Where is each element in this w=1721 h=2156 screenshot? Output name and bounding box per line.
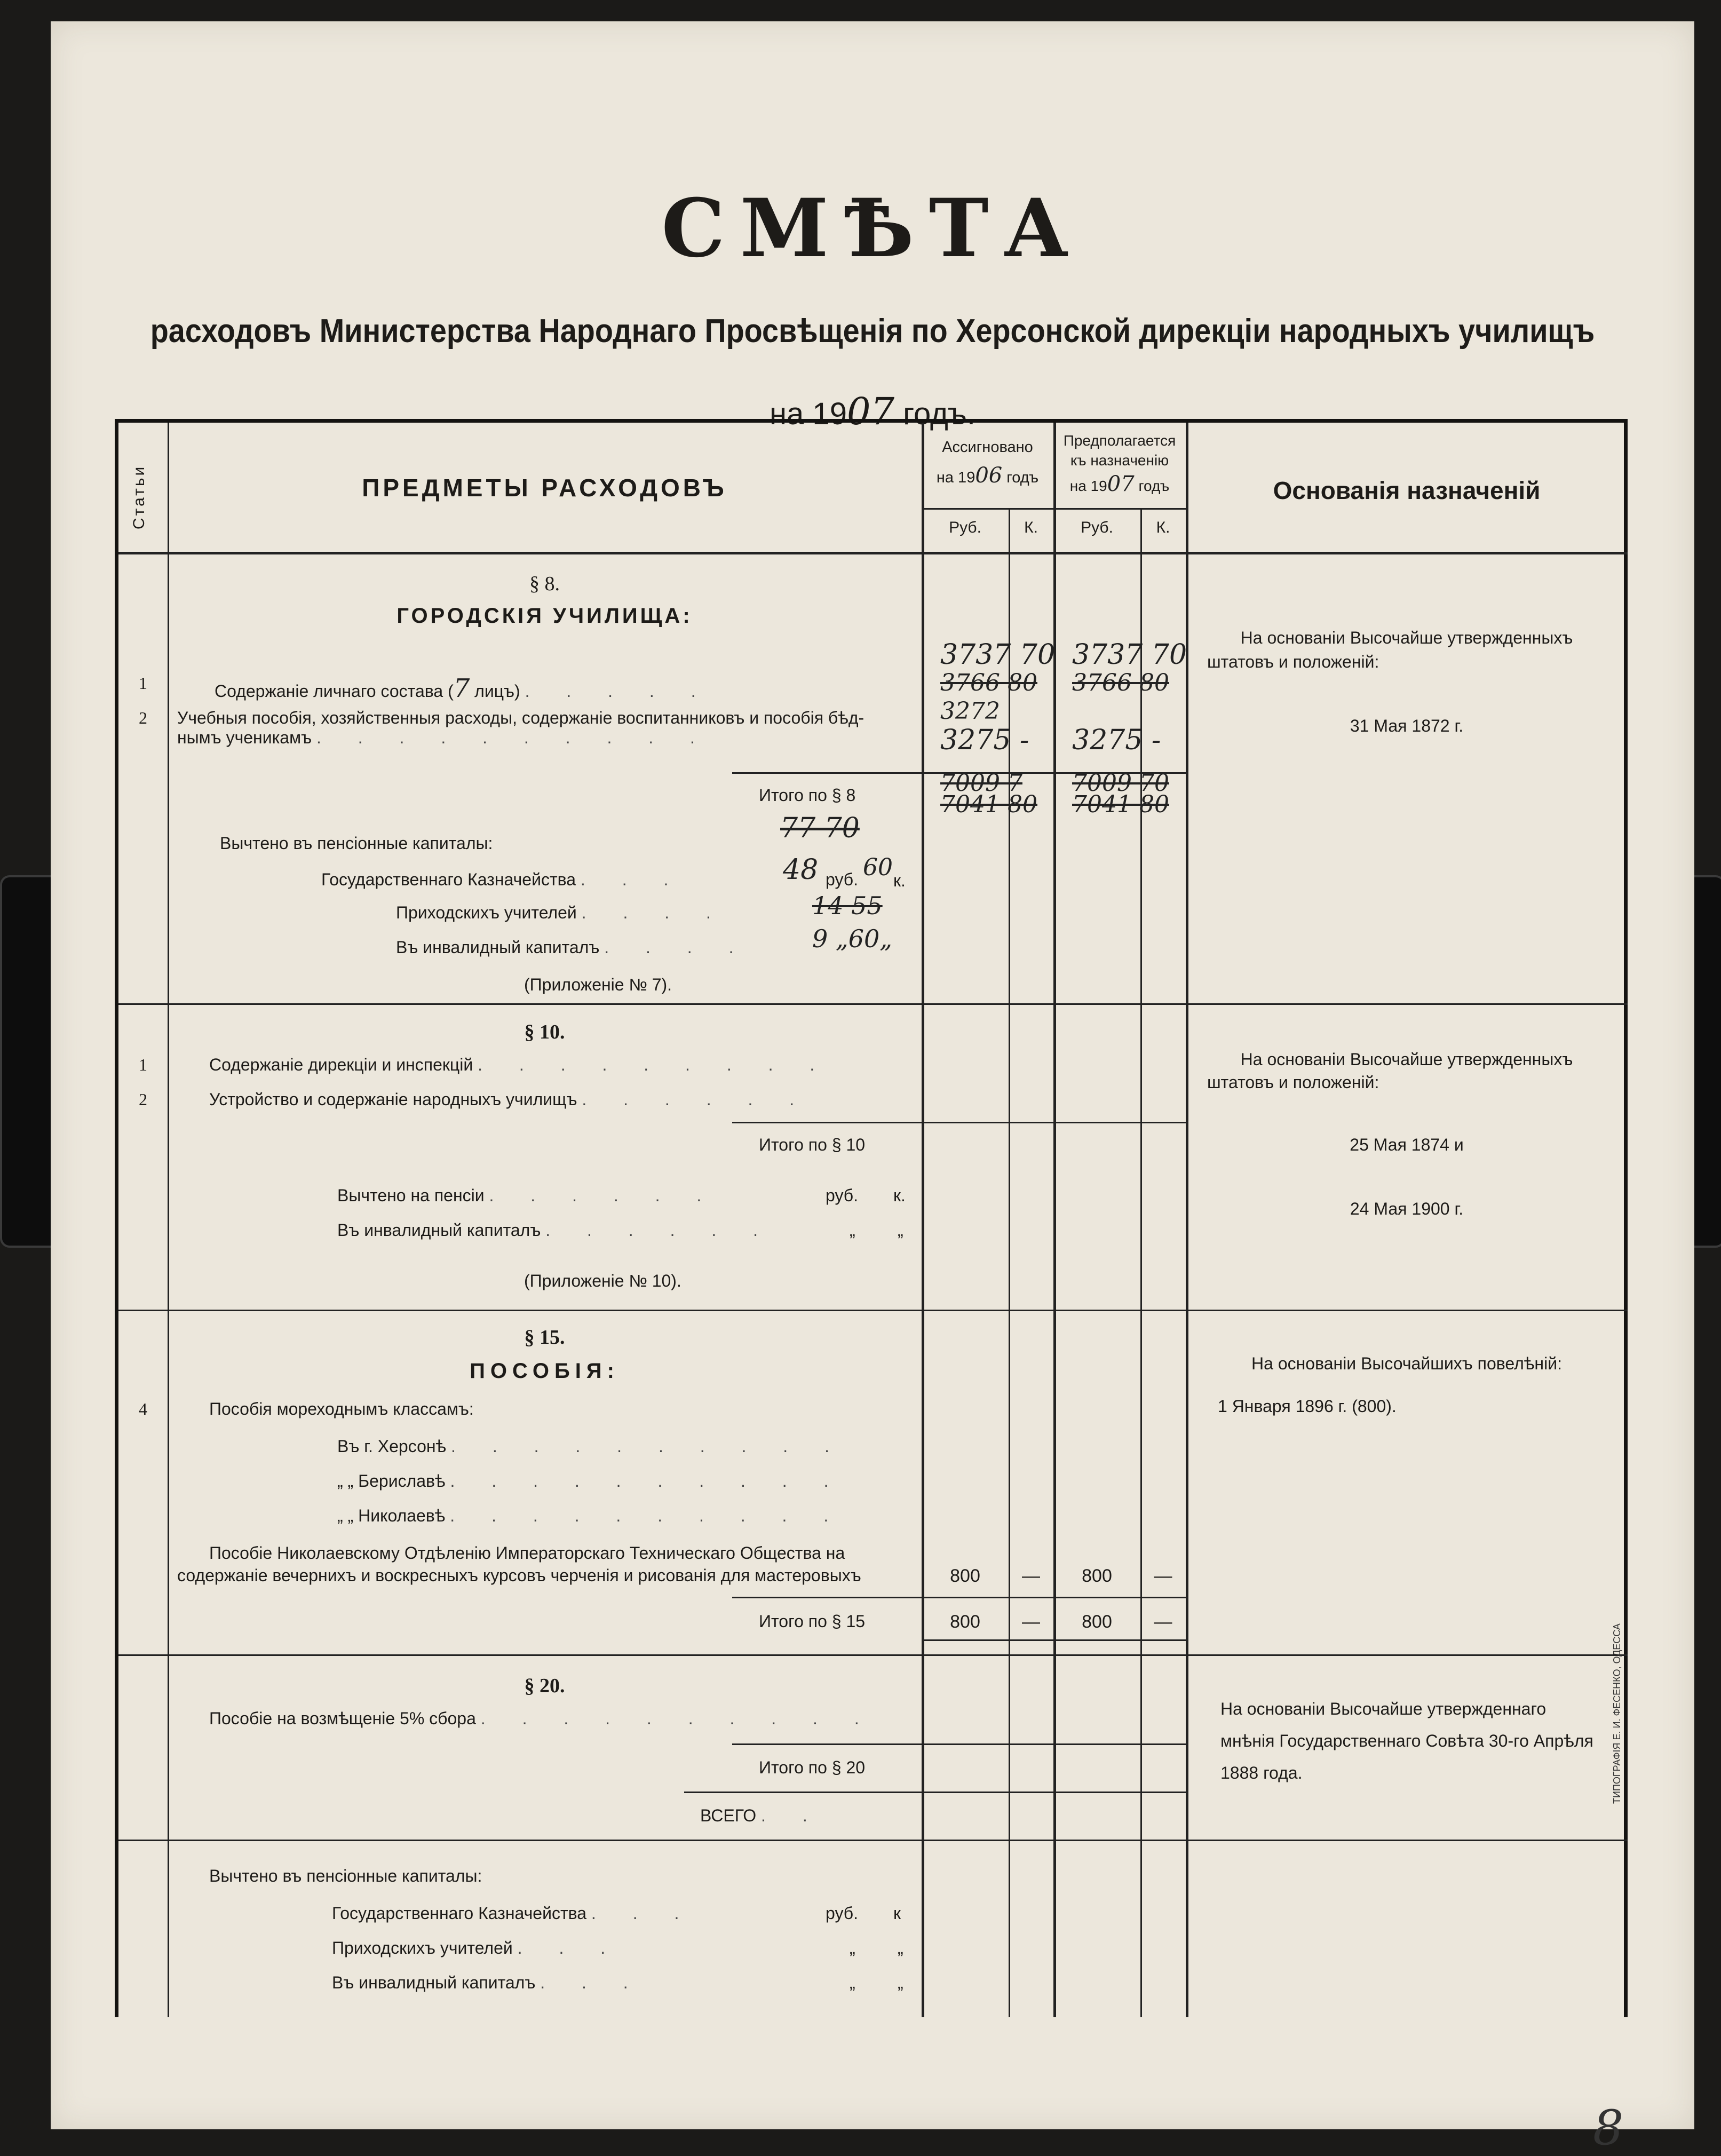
s8-row2-assigned-alt: 3272 <box>940 697 1000 725</box>
s20-basis-l1: На основаніи Высочайше утвержденнаго <box>1220 1699 1546 1718</box>
final-parish: Приходскихъ учителей . . . <box>332 1938 622 1957</box>
header-proposed-l2: къ назначенію <box>1070 452 1169 469</box>
header-subrule <box>922 508 1186 510</box>
s8-basis-l2: штатовъ и положеній: <box>1207 652 1379 671</box>
s15-basis-l2: 1 Января 1896 г. (800). <box>1218 1397 1397 1416</box>
s10-total-label: Итого по § 10 <box>759 1135 866 1154</box>
s15-grant-proposed-kop: — <box>1154 1566 1172 1586</box>
s10-pension: Вычтено на пенсіи . . . . . . <box>337 1186 718 1205</box>
s8-total-proposed-new: 7009 70 <box>1072 770 1169 797</box>
s8-deduct-hand: 77 70 <box>780 812 860 844</box>
s20-all-rule <box>684 1792 1186 1793</box>
s8-heading: ГОРОДСКІЯ УЧИЛИЩА: <box>396 604 693 628</box>
year-prefix: на 19 <box>770 397 847 431</box>
s8-row2-num: 2 <box>139 708 147 727</box>
s15-grant-l2: содержаніе вечернихъ и воскресныхъ курсовъ черченія и рисованія для мастеровыхъ <box>177 1566 861 1585</box>
s10-basis-date1: 25 Мая 1874 и <box>1350 1135 1464 1154</box>
s10-row1-text: Содержаніе дирекціи и инспекцій . . . . . . . . . <box>209 1055 831 1074</box>
printer-imprint: ТИПОГРАФІЯ Е. И. ФЕСЕНКО, ОДЕССА <box>1612 1623 1622 1804</box>
s20-text: Пособіе на возмѣщеніе 5% сбора . . . . . . . . . . <box>209 1709 875 1728</box>
s15-total-assigned-kop: — <box>1022 1612 1040 1632</box>
s15-grant-proposed-rub: 800 <box>1082 1566 1112 1586</box>
s15-basis-l1: На основаніи Высочайшихъ повелѣній: <box>1251 1354 1562 1373</box>
s8-total-label: Итого по § 8 <box>759 786 856 805</box>
header-rub06: Руб. <box>949 519 981 536</box>
s15-grant-assigned-kop: — <box>1022 1566 1040 1586</box>
document-page <box>51 21 1694 2156</box>
header-rub07: Руб. <box>1081 519 1113 536</box>
s15-total-proposed-rub: 800 <box>1082 1612 1112 1632</box>
s10-ditto-2: „ <box>898 1220 903 1240</box>
s15-row4-num: 4 <box>139 1399 147 1418</box>
year-suffix: годъ. <box>903 397 976 431</box>
s8-treasury-rub: 48 <box>783 854 819 886</box>
s15-kherson: Въ г. Херсонѣ . . . . . . . . . . <box>337 1437 845 1456</box>
s8-row1-assigned-old: 3766 80 <box>940 669 1037 696</box>
header-bottom-rule <box>118 552 1628 554</box>
header-basis: Основанія назначеній <box>1273 477 1541 504</box>
s15-para: § 15. <box>524 1326 565 1349</box>
document-title: СМѢТА <box>661 181 1084 275</box>
s10-basis-date2: 24 Мая 1900 г. <box>1350 1199 1464 1218</box>
s20-basis-l3: 1888 года. <box>1220 1763 1303 1782</box>
s15-grant-l1: Пособіе Николаевскому Отдѣленію Императорскаго Техническаго Общества на <box>209 1543 845 1563</box>
final-invalid-ditto-1: „ <box>850 1973 855 1992</box>
s10-row2-num: 2 <box>139 1090 147 1109</box>
s10-row2-text: Устройство и содержаніе народныхъ училищъ . . . . . . <box>209 1090 811 1109</box>
final-deduct-label: Вычтено въ пенсіонные капиталы: <box>209 1866 482 1885</box>
final-kop: к <box>893 1904 901 1923</box>
s8-row1-text: Содержаніе личнаго состава (7 лицъ) . . . . . <box>215 673 712 703</box>
final-treasury: Государственнаго Казначейства . . . <box>332 1904 695 1923</box>
s15-total-proposed-kop: — <box>1154 1612 1172 1632</box>
page-number: 8 <box>1593 2100 1624 2156</box>
s20-total-rule <box>732 1743 1186 1745</box>
final-invalid: Въ инвалидный капиталъ . . . <box>332 1973 644 1992</box>
s8-row2-assigned: 3275 - <box>940 724 1029 756</box>
s15-total-assigned-rub: 800 <box>950 1612 980 1632</box>
header-proposed-l1: Предполагается <box>1063 432 1176 449</box>
s10-total-rule <box>732 1122 1186 1123</box>
s8-basis-date: 31 Мая 1872 г. <box>1350 716 1464 735</box>
s8-row1-proposed-old: 3766 80 <box>1072 669 1169 696</box>
s8-row1-assigned-new: 3737 70 <box>940 639 1056 671</box>
s20-total-label: Итого по § 20 <box>759 1758 866 1777</box>
s15-berislav: „ „ Бериславѣ . . . . . . . . . . <box>337 1471 845 1491</box>
s8-invalid-val: 9 „60„ <box>812 924 893 953</box>
s8-row2-text-a: Учебныя пособія, хозяйственныя расходы, содержаніе воспитанниковъ и пособія бѣд- <box>177 708 865 727</box>
s20-bottom-rule <box>118 1840 1628 1841</box>
s8-row2-proposed: 3275 - <box>1072 724 1161 756</box>
s8-treasury-kop: 60 <box>863 854 893 881</box>
s10-ditto-1: „ <box>850 1220 855 1240</box>
s8-row1-proposed-new: 3737 70 <box>1072 639 1187 671</box>
s8-deduct-label: Вычтено въ пенсіонные капиталы: <box>220 834 493 853</box>
s8-total-assigned-old: 7041 80 <box>940 791 1037 818</box>
s8-basis-l1: На основаніи Высочайше утвержденныхъ <box>1240 628 1573 647</box>
s8-treasury-kop-label: к. <box>893 871 906 890</box>
s10-rub: руб. <box>826 1186 859 1205</box>
document-subtitle: расходовъ Министерства Народнаго Просвѣщенія по Херсонской дирекціи народныхъ училищъ <box>150 313 1595 350</box>
s8-para: § 8. <box>529 573 560 595</box>
s8-parish: Приходскихъ учителей . . . . <box>396 903 727 922</box>
col-rule-items <box>922 423 924 2017</box>
s8-total-proposed-old: 7041 80 <box>1072 791 1169 818</box>
s8-treasury: Государственнаго Казначейства . . . <box>321 870 685 889</box>
s10-appendix: (Приложеніе № 10). <box>524 1271 681 1290</box>
s15-total-rule <box>732 1597 1186 1598</box>
s20-all-label: ВСЕГО . . <box>700 1806 823 1825</box>
s10-invalid: Въ инвалидный капиталъ . . . . . . <box>337 1220 774 1240</box>
s15-heading: ПОСОБІЯ: <box>470 1359 620 1383</box>
s8-appendix: (Приложеніе № 7). <box>524 975 672 994</box>
header-assigned-l2: на 1906 годъ <box>936 463 1039 488</box>
final-parish-ditto-1: „ <box>850 1938 855 1957</box>
s10-para: § 10. <box>524 1021 565 1043</box>
s8-invalid: Въ инвалидный капиталъ . . . . <box>396 938 750 957</box>
s8-treasury-rub-label: руб. <box>826 870 859 889</box>
s10-basis-l1: На основаніи Высочайше утвержденныхъ <box>1240 1050 1573 1069</box>
col-rule-article <box>168 423 169 2017</box>
header-assigned-l1: Ассигновано <box>942 439 1033 456</box>
s10-basis-l2: штатовъ и положеній: <box>1207 1073 1379 1092</box>
s15-grant-assigned-rub: 800 <box>950 1566 980 1586</box>
year-handwritten: 07 <box>846 390 895 433</box>
header-proposed-l3: на 1907 годъ <box>1069 472 1170 496</box>
s20-para: § 20. <box>524 1675 565 1697</box>
s10-row1-num: 1 <box>139 1055 147 1074</box>
s8-row2-text-b: нымъ ученикамъ . . . . . . . . . . <box>177 728 711 747</box>
s15-total-bottom-rule <box>922 1639 1186 1641</box>
header-kop07: К. <box>1156 519 1170 536</box>
s15-bottom-rule <box>118 1654 1628 1656</box>
header-kop06: К. <box>1024 519 1038 536</box>
s8-bottom-rule <box>118 1003 1628 1005</box>
s8-parish-val: 14 55 <box>812 891 883 920</box>
header-article: Статьи <box>130 464 148 529</box>
s15-total-label: Итого по § 15 <box>759 1612 866 1631</box>
s8-total-assigned-new: 7009 7 <box>940 770 1022 797</box>
s10-bottom-rule <box>118 1310 1628 1311</box>
final-invalid-ditto-2: „ <box>898 1973 903 1992</box>
final-parish-ditto-2: „ <box>898 1938 903 1957</box>
header-items: ПРЕДМЕТЫ РАСХОДОВЪ <box>362 474 727 502</box>
budget-table <box>115 419 1628 2017</box>
s8-row1-num: 1 <box>139 673 147 693</box>
s20-basis-l2: мнѣнія Государственнаго Совѣта 30-го Апрѣля <box>1220 1731 1593 1750</box>
final-rub: руб. <box>826 1904 859 1923</box>
s15-row4-text: Пособія мореходнымъ классамъ: <box>209 1399 474 1418</box>
s10-kop: к. <box>893 1186 906 1205</box>
s15-nikolaev: „ „ Николаевѣ . . . . . . . . . . <box>337 1506 845 1525</box>
